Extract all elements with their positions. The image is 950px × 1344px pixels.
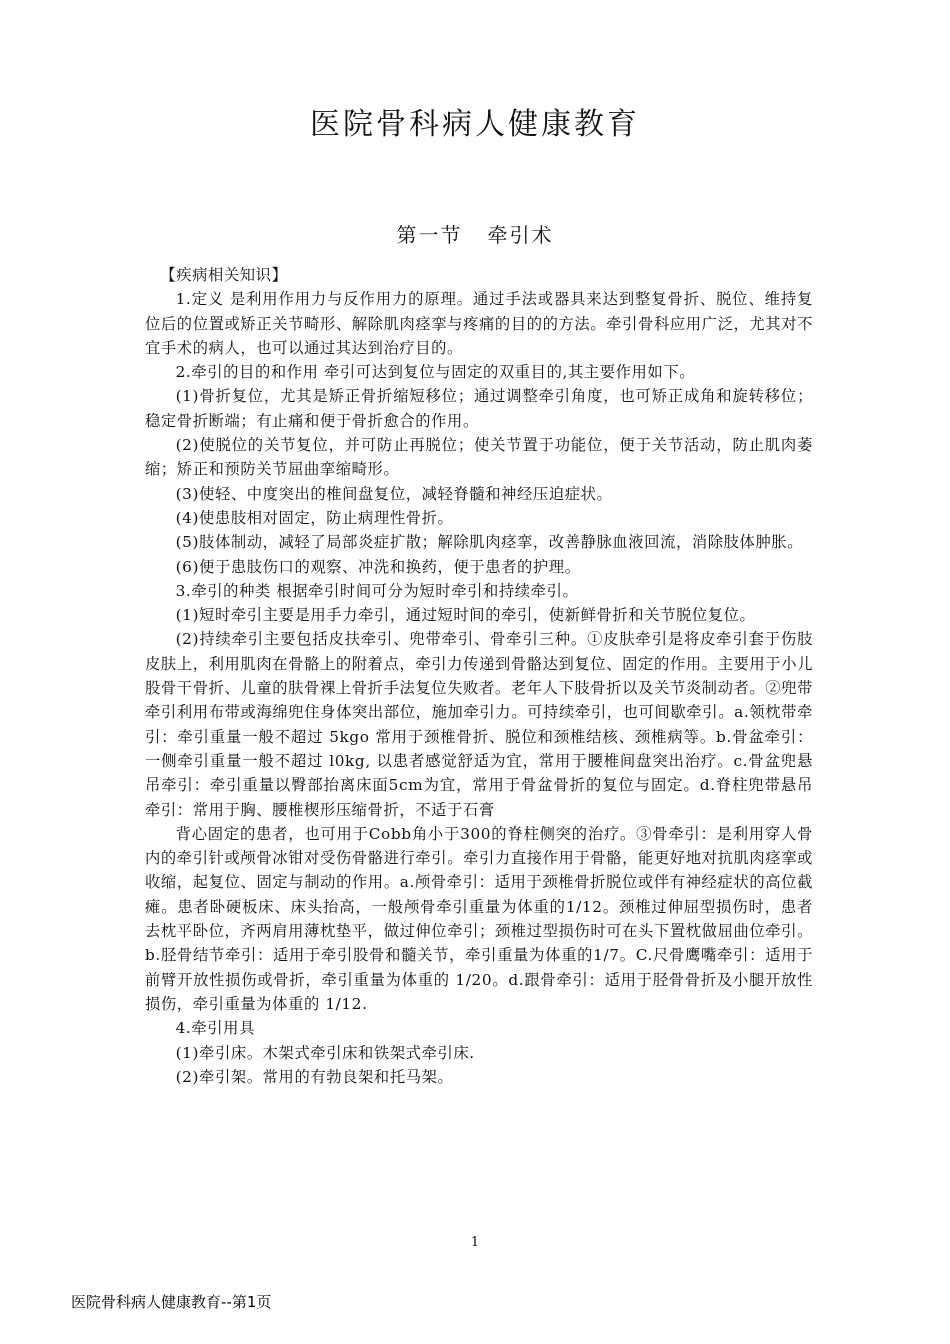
paragraph: (1)短时牵引主要是用手力牵引，通过短时间的牵引，使新鲜骨折和关节脱位复位。: [175, 606, 756, 625]
document-body: [145, 263, 813, 1089]
paragraph: 4.牵引用具: [175, 1019, 255, 1038]
section-heading: 【疾病相关知识】: [160, 266, 288, 284]
document-title: 医院骨科病人健康教育: [310, 107, 640, 142]
paragraph: (1)牵引床。木架式牵引床和铁架式牵引床.: [175, 1043, 475, 1062]
paragraph: (4)使患肢相对固定，防止病理性骨折。: [175, 508, 454, 527]
paragraph: (2)持续牵引主要包括皮扶牵引、兜带牵引、骨牵引三种。①皮肤牵引是将皮牵引套于伤肢皮肤上，利用肌肉在骨骼上的附着点，牵引力传递到骨骼达到复位、固定的作用。主要用于小儿股骨干骨折、儿童的肤骨裸上骨折手法复位失败者。老年人下肢骨折以及关节炎制动者。②兜带牵引利用布带或海绵兜住身体突出部位，施加牵引力。可持续牵引，也可间歇牵引。a.领枕带牵引：牵引重量一般不超过 5kgo 常用于颈椎骨折、脱位和颈椎结核、颈椎病等。b.骨盆牵引：一侧牵引重量一般不超过 l0kg, 以患者感觉舒适为宜，常用于腰椎间盘突出治疗。c.骨盆兜悬吊牵引：牵引重量以臀部抬离床面5cm为宜，常用于骨盆骨折的复位与固定。d.脊柱兜带悬吊牵引：常用于胸、腰椎楔形压缩骨折，不适于石膏: [145, 630, 813, 819]
paragraph: (5)肢体制动，减轻了局部炎症扩散；解除肌肉痉挛，改善静脉血液回流，消除肢体肿胀。: [175, 533, 804, 552]
page-number: 1: [470, 1235, 480, 1250]
paragraph: (2)使脱位的关节复位，并可防止再脱位；使关节置于功能位，便于关节活动，防止肌肉萎缩；矫正和预防关节屈曲挛缩畸形。: [145, 436, 813, 479]
section-title: 第一节 牵引术: [396, 223, 554, 247]
paragraph: 背心固定的患者，也可用于Cobb角小于300的脊柱侧突的治疗。③骨牵引：是利用穿人骨内的牵引针或颅骨冰钳对受伤骨骼进行牵引。牵引力直接作用于骨骼，能更好地对抗肌肉痉挛或收缩，起复位、固定与制动的作用。a.颅骨牵引：适用于颈椎骨折脱位或伴有神经症状的高位截瘫。患者卧硬板床、床头抬高，一般颅骨牵引重量为体重的1/12。颈椎过伸屈型损伤时，患者去枕平卧位，齐两肩用薄枕垫平，做过伸位牵引；颈椎过型损伤时可在头下置枕做屈曲位牵引。b.胫骨结节牵引：适用于牵引股骨和髓关节，牵引重量为体重的1/7。C.尺骨鹰嘴牵引：适用于前臂开放性损伤或骨折，牵引重量为体重的 1/20。d.跟骨牵引：适用于胫骨骨折及小腿开放性损伤，牵引重量为体重的 1/12.: [145, 824, 813, 1013]
footer-caption: 医院骨科病人健康教育--第1页: [71, 1293, 272, 1311]
paragraph: (1)骨折复位，尤其是矫正骨折缩短移位；通过调整牵引角度，也可矫正成角和旋转移位；稳定骨折断端；有止痛和便于骨折愈合的作用。: [145, 387, 813, 430]
paragraph: 2.牵引的目的和作用 牵引可达到复位与固定的双重目的,其主要作用如下。: [175, 363, 696, 382]
paragraph: (2)牵引架。常用的有勃良架和托马架。: [175, 1067, 454, 1086]
paragraph: 3.牵引的种类 根据牵引时间可分为短时牵引和持续牵引。: [175, 581, 579, 600]
paragraph: (3)使轻、中度突出的椎间盘复位，减轻脊髓和神经压迫症状。: [175, 484, 613, 503]
paragraph: (6)便于患肢伤口的观察、冲洗和换药，便于患者的护理。: [175, 557, 581, 576]
paragraph: 1.定义 是利用作用力与反作用力的原理。通过手法或器具来达到整复骨折、脱位、维持复位后的位置或矫正关节畸形、解除肌肉痉挛与疼痛的目的的方法。牵引骨科应用广泛，尤其对不宜手术的病人，也可以通过其达到治疗目的。: [145, 290, 813, 357]
